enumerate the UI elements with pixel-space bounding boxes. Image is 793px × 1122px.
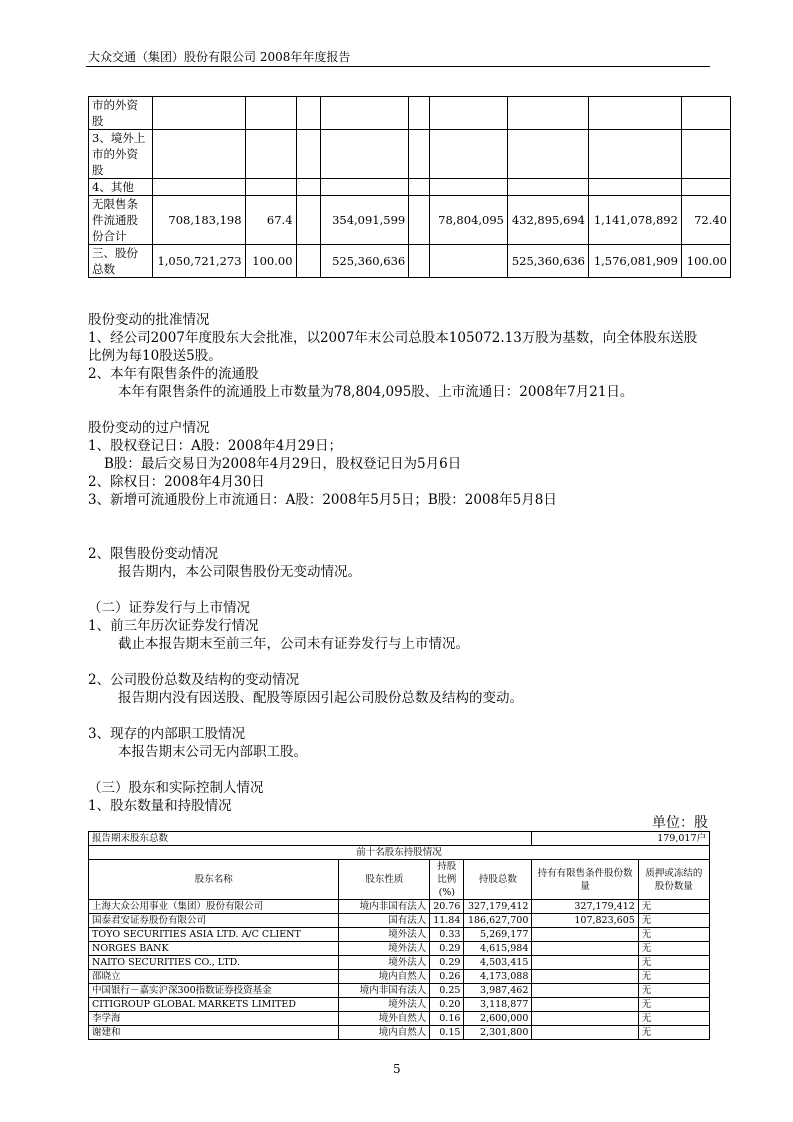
text-line: 2、公司股份总数及结构的变动情况 xyxy=(88,672,300,688)
table-cell xyxy=(681,130,730,179)
table-row xyxy=(89,900,710,914)
text-line: 2、除权日：2008年4月30日 xyxy=(88,474,265,490)
table-row xyxy=(89,956,710,970)
table-row xyxy=(89,1012,710,1026)
table-cell: 国有法人 xyxy=(339,914,430,928)
table-cell xyxy=(321,97,409,130)
table-cell xyxy=(532,1012,638,1026)
table-cell xyxy=(296,245,321,278)
table-cell: 1,576,081,909 xyxy=(588,245,681,278)
text-line: 股份变动的过户情况 xyxy=(88,420,210,436)
table-cell: 525,360,636 xyxy=(321,245,409,278)
table-cell: 境外法人 xyxy=(339,998,430,1012)
table-cell: 2,600,000 xyxy=(464,1012,532,1026)
table-cell xyxy=(245,179,296,196)
row-label: 市的外资股 xyxy=(89,97,153,130)
text-line: 1、经公司2007年度股东大会批准，以2007年末公司总股本105072.13万股为基数，向全体股东送股 xyxy=(88,330,698,346)
table-cell xyxy=(296,196,321,245)
table-cell xyxy=(409,196,430,245)
column-header: 持有有限售条件股份数量 xyxy=(532,860,638,900)
column-header: 持股比例(%) xyxy=(430,860,464,900)
table-cell xyxy=(532,928,638,942)
column-header: 质押或冻结的股份数量 xyxy=(638,860,709,900)
table-cell: 无 xyxy=(638,998,709,1012)
table-cell xyxy=(321,179,409,196)
table-cell xyxy=(152,179,245,196)
text-line: 2、本年有限售条件的流通股 xyxy=(88,366,259,382)
table-cell: 4,615,984 xyxy=(464,942,532,956)
table-cell xyxy=(532,942,638,956)
table-cell: 354,091,599 xyxy=(321,196,409,245)
table-cell: 境内非国有法人 xyxy=(339,900,430,914)
table-cell: NORGES BANK xyxy=(89,942,339,956)
page-number: 5 xyxy=(393,1062,401,1076)
table-cell: 无 xyxy=(638,914,709,928)
table-cell: 1,050,721,273 xyxy=(152,245,245,278)
table-cell xyxy=(430,179,508,196)
table-row xyxy=(89,130,731,179)
table-cell: 100.00 xyxy=(681,245,730,278)
table-cell: 无 xyxy=(638,1012,709,1026)
table-cell: 327,179,412 xyxy=(532,900,638,914)
table-row xyxy=(89,984,710,998)
table-cell xyxy=(681,179,730,196)
table-cell: 无 xyxy=(638,900,709,914)
table-cell xyxy=(430,245,508,278)
row-label: 无限售条件流通股份合计 xyxy=(89,196,153,245)
table-cell: 0.26 xyxy=(430,970,464,984)
table-cell xyxy=(532,956,638,970)
table-cell: 5,269,177 xyxy=(464,928,532,942)
table-row xyxy=(89,179,731,196)
table-cell xyxy=(296,130,321,179)
table-cell xyxy=(532,1026,638,1040)
table-cell: 无 xyxy=(638,970,709,984)
table-cell xyxy=(508,179,589,196)
row-label: 4、其他 xyxy=(89,179,153,196)
row-label: 三、股份总数 xyxy=(89,245,153,278)
table-cell: 0.16 xyxy=(430,1012,464,1026)
table-cell: 1,141,078,892 xyxy=(588,196,681,245)
table-row xyxy=(89,970,710,984)
table-cell xyxy=(430,130,508,179)
table-cell: 无 xyxy=(638,1026,709,1040)
text-line: 比例为每10股送5股。 xyxy=(88,348,222,364)
table-cell: 0.15 xyxy=(430,1026,464,1040)
text-line: 1、股东数量和持股情况 xyxy=(88,798,232,814)
table-row xyxy=(89,196,731,245)
table-cell: NAITO SECURITIES CO., LTD. xyxy=(89,956,339,970)
table-row xyxy=(89,97,731,130)
table-cell xyxy=(152,130,245,179)
table-cell xyxy=(532,984,638,998)
table-cell: 327,179,412 xyxy=(464,900,532,914)
table-cell: 无 xyxy=(638,942,709,956)
total-holders-value: 179,017户 xyxy=(532,832,710,846)
table-cell xyxy=(245,97,296,130)
table-cell: 3,118,877 xyxy=(464,998,532,1012)
table-cell: 4,173,088 xyxy=(464,970,532,984)
row-label: 3、境外上市的外资股 xyxy=(89,130,153,179)
column-header: 股东性质 xyxy=(339,860,430,900)
table-cell: 67.4 xyxy=(245,196,296,245)
table-cell xyxy=(409,130,430,179)
table-cell: 境内自然人 xyxy=(339,970,430,984)
table-row xyxy=(89,914,710,928)
table-cell: 李学海 xyxy=(89,1012,339,1026)
text-line: 本报告期末公司无内部职工股。 xyxy=(118,744,307,760)
table-cell: 72.40 xyxy=(681,196,730,245)
table-cell: 无 xyxy=(638,956,709,970)
text-line: （二）证券发行与上市情况 xyxy=(88,600,250,616)
table-cell: 中国银行－嘉实沪深300指数证券投资基金 xyxy=(89,984,339,998)
text-line: 1、前三年历次证券发行情况 xyxy=(88,618,259,634)
text-line: 3、现存的内部职工股情况 xyxy=(88,726,246,742)
table-row xyxy=(89,942,710,956)
table-cell: 2,301,800 xyxy=(464,1026,532,1040)
column-header: 持股总数 xyxy=(464,860,532,900)
table-cell: 境内自然人 xyxy=(339,1026,430,1040)
table-cell: 4,503,415 xyxy=(464,956,532,970)
table-cell: 邵晓立 xyxy=(89,970,339,984)
table-cell: CITIGROUP GLOBAL MARKETS LIMITED xyxy=(89,998,339,1012)
unit-label: 单位：股 xyxy=(652,815,708,831)
text-line: 截止本报告期末至前三年，公司未有证券发行与上市情况。 xyxy=(118,636,469,652)
table-cell: 国泰君安证券股份有限公司 xyxy=(89,914,339,928)
text-line: 1、股权登记日：A股：2008年4月29日； xyxy=(88,438,342,454)
text-line: B股：最后交易日为2008年4月29日，股权登记日为5月6日 xyxy=(104,456,462,472)
table-cell: TOYO SECURITIES ASIA LTD. A/C CLIENT xyxy=(89,928,339,942)
table-cell xyxy=(409,97,430,130)
share-change-table xyxy=(88,96,731,278)
table-cell: 境外法人 xyxy=(339,956,430,970)
table-row xyxy=(89,245,731,278)
text-line: 本年有限售条件的流通股上市数量为78,804,095股、上市流通日：2008年7月21日。 xyxy=(118,384,634,400)
table-cell: 0.33 xyxy=(430,928,464,942)
text-line: 2、限售股份变动情况 xyxy=(88,546,219,562)
table-cell xyxy=(321,130,409,179)
table-cell xyxy=(152,97,245,130)
text-line: （三）股东和实际控制人情况 xyxy=(88,780,264,796)
table-cell xyxy=(296,97,321,130)
table-cell: 78,804,095 xyxy=(430,196,508,245)
table-cell xyxy=(409,179,430,196)
table-cell: 境外自然人 xyxy=(339,1012,430,1026)
table-cell: 708,183,198 xyxy=(152,196,245,245)
table-cell xyxy=(245,130,296,179)
text-line: 3、新增可流通股份上市流通日：A股：2008年5月5日；B股：2008年5月8日 xyxy=(88,492,557,508)
table-cell: 100.00 xyxy=(245,245,296,278)
table-cell xyxy=(588,130,681,179)
table-cell xyxy=(588,97,681,130)
table-cell xyxy=(508,130,589,179)
table-cell xyxy=(296,179,321,196)
table-cell: 432,895,694 xyxy=(508,196,589,245)
table-cell xyxy=(532,970,638,984)
column-header: 股东名称 xyxy=(89,860,339,900)
table-cell: 境内非国有法人 xyxy=(339,984,430,998)
table-cell: 0.20 xyxy=(430,998,464,1012)
table-cell: 境外法人 xyxy=(339,942,430,956)
table-cell: 0.29 xyxy=(430,942,464,956)
table-cell: 无 xyxy=(638,928,709,942)
table-cell: 3,987,462 xyxy=(464,984,532,998)
text-line: 报告期内没有因送股、配股等原因引起公司股份总数及结构的变动。 xyxy=(118,690,523,706)
table-cell: 境外法人 xyxy=(339,928,430,942)
table-cell: 0.25 xyxy=(430,984,464,998)
header-divider xyxy=(86,66,710,67)
table-cell xyxy=(430,97,508,130)
table-cell: 525,360,636 xyxy=(508,245,589,278)
table-row xyxy=(89,998,710,1012)
table-cell: 11.84 xyxy=(430,914,464,928)
table-cell xyxy=(588,179,681,196)
total-holders-label: 报告期末股东总数 xyxy=(89,832,532,846)
table-cell xyxy=(681,97,730,130)
table-cell: 上海大众公用事业（集团）股份有限公司 xyxy=(89,900,339,914)
table-cell: 谢建和 xyxy=(89,1026,339,1040)
table-cell: 0.29 xyxy=(430,956,464,970)
section-title: 前十名股东持股情况 xyxy=(89,846,710,860)
shareholder-table xyxy=(88,831,710,1040)
table-cell xyxy=(508,97,589,130)
text-line: 股份变动的批准情况 xyxy=(88,312,210,328)
table-row xyxy=(89,1026,710,1040)
table-row xyxy=(89,928,710,942)
table-cell: 无 xyxy=(638,984,709,998)
table-cell: 20.76 xyxy=(430,900,464,914)
table-cell xyxy=(409,245,430,278)
table-cell xyxy=(532,998,638,1012)
page-header: 大众交通（集团）股份有限公司 2008年年度报告 xyxy=(88,50,351,64)
table-cell: 186,627,700 xyxy=(464,914,532,928)
table-cell: 107,823,605 xyxy=(532,914,638,928)
text-line: 报告期内，本公司限售股份无变动情况。 xyxy=(118,564,361,580)
